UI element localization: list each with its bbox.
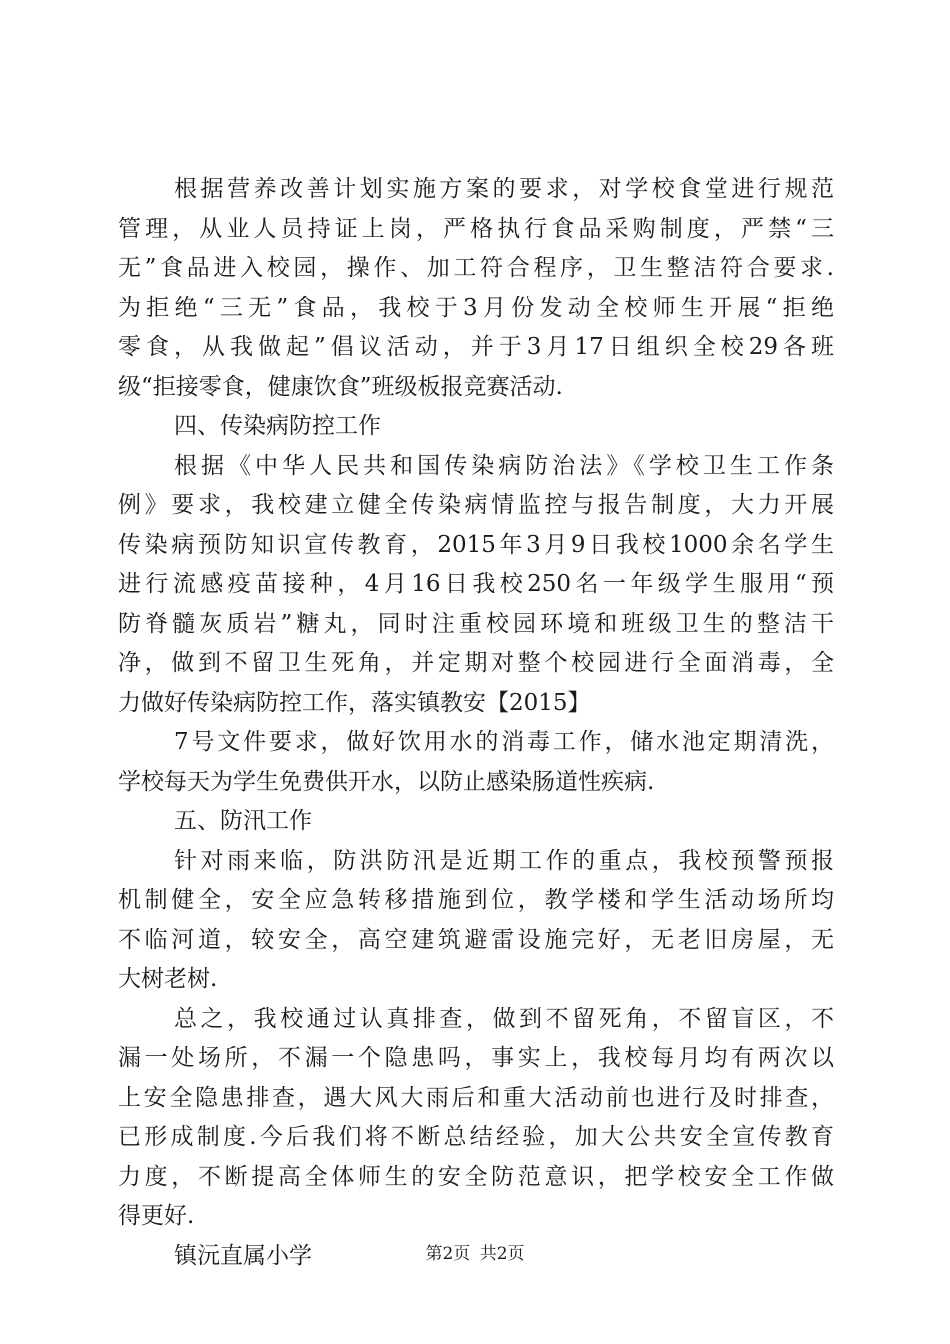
text-line: 为拒绝“三无”食品，我校于3月份发动全校师生开展“拒绝 [118, 294, 834, 321]
text-line: 力做好传染病防控工作，落实镇教安【2015】 [118, 689, 591, 716]
text-line: 针对雨来临，防洪防汛是近期工作的重点，我校预警预报 [174, 847, 834, 874]
text-line: 得更好. [118, 1203, 195, 1229]
document-body [118, 170, 834, 1276]
text-line: 无”食品进入校园，操作、加工符合程序，卫生整洁符合要求. [118, 255, 834, 281]
text-line: 例》要求，我校建立健全传染病情监控与报告制度，大力开展 [118, 492, 834, 518]
text-line: 管理，从业人员持证上岗，严格执行食品采购制度，严禁“三 [118, 215, 834, 242]
text-line: 根据《中华人民共和国传染病防治法》《学校卫生工作条 [174, 452, 834, 479]
text-line: 零食，从我做起”倡议活动，并于3月17日组织全校29各班 [118, 334, 834, 360]
text-line: 7号文件要求，做好饮用水的消毒工作，储水池定期清洗， [174, 729, 834, 755]
text-line: 已形成制度.今后我们将不断总结经验，加大公共安全宣传教育 [118, 1124, 834, 1150]
text-line: 上安全隐患排查，遇大风大雨后和重大活动前也进行及时排查， [118, 1084, 834, 1111]
text-line: 根据营养改善计划实施方案的要求，对学校食堂进行规范 [174, 176, 834, 202]
text-line: 漏一处场所，不漏一个隐患吗，事实上，我校每月均有两次以 [118, 1045, 834, 1071]
text-line: 传染病预防知识宣传教育，2015年3月9日我校1000余名学生 [118, 531, 834, 558]
text-line: 进行流感疫苗接种，4月16日我校250名一年级学生服用“预 [118, 571, 834, 597]
text-line: 学校每天为学生免费供开水，以防止感染肠道性疾病. [118, 768, 655, 795]
text-line: 五、防汛工作 [174, 808, 312, 834]
text-line: 总之，我校通过认真排查，做到不留死角，不留盲区，不 [174, 1005, 834, 1032]
text-line: 镇沅直属小学 [174, 1242, 312, 1269]
text-line: 机制健全，安全应急转移措施到位，教学楼和学生活动场所均 [118, 887, 834, 913]
page-footer: 第2页 共2页 [425, 1244, 525, 1264]
text-line: 级“拒接零食，健康饮食”班级板报竞赛活动. [118, 373, 563, 400]
text-line: 大树老树. [118, 966, 218, 992]
text-line: 四、传染病防控工作 [174, 413, 381, 439]
text-line: 不临河道，较安全，高空建筑避雷设施完好，无老旧房屋，无 [118, 926, 834, 953]
text-line: 防脊髓灰质岩”糖丸，同时注重校园环境和班级卫生的整洁干 [118, 610, 834, 637]
text-line: 力度，不断提高全体师生的安全防范意识，把学校安全工作做 [118, 1163, 834, 1190]
text-line: 净，做到不留卫生死角，并定期对整个校园进行全面消毒，全 [118, 650, 834, 676]
